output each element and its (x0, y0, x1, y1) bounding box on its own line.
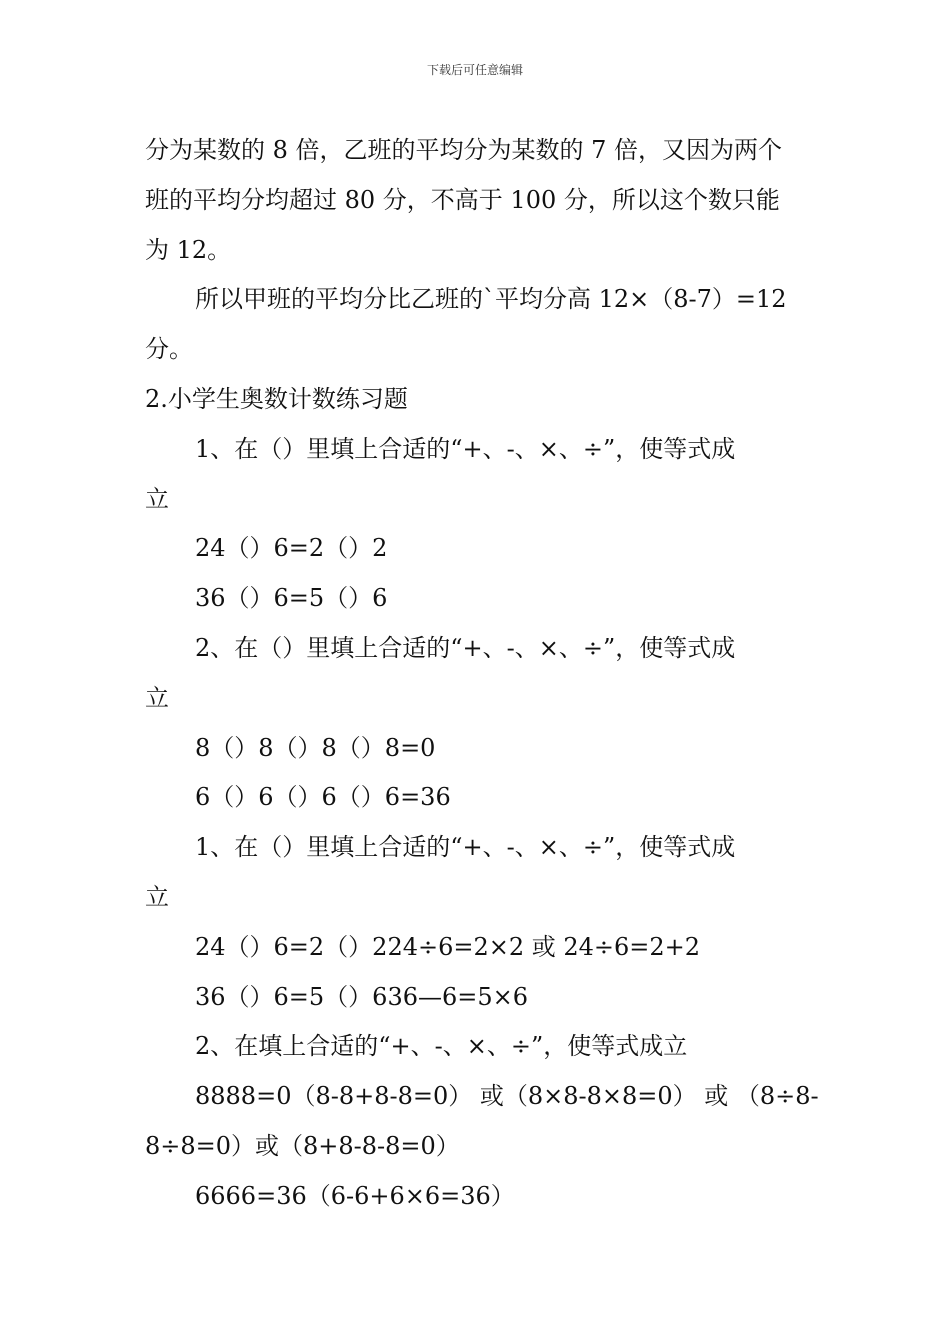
text-line: 8888=0（8-8+8-8=0） 或（8×8-8×8=0） 或 （8÷8- (195, 1082, 819, 1111)
text-line: 1、在（）里填上合适的“+、-、×、÷”，使等式成 (195, 833, 736, 862)
text-line: 1、在（）里填上合适的“+、-、×、÷”，使等式成 (195, 434, 736, 463)
text-line: 24（）6=2（）2 (195, 534, 388, 563)
text-line: 分为某数的 8 倍，乙班的平均分为某数的 7 倍，又因为两个 (145, 136, 783, 164)
text-line: 立 (145, 683, 169, 712)
text-line: 班的平均分均超过 80 分，不高于 100 分，所以这个数只能 (145, 185, 780, 214)
text-line: 分。 (145, 335, 193, 364)
document-body (145, 126, 819, 1222)
text-line: 6（）6（）6（）6=36 (195, 783, 451, 812)
text-line: 8（）8（）8（）8=0 (195, 733, 436, 762)
page-header: 下载后可任意编辑 (426, 63, 523, 77)
text-line: 2.小学生奥数计数练习题 (145, 384, 408, 413)
text-line: 2、在（）里填上合适的“+、-、×、÷”，使等式成 (195, 633, 736, 662)
text-line: 6666=36（6-6+6×6=36） (195, 1181, 515, 1210)
text-line: 立 (145, 882, 169, 911)
text-line: 36（）6=5（）6 (195, 584, 388, 613)
text-line: 24（）6=2（）224÷6=2×2 或 24÷6=2+2 (195, 932, 701, 961)
text-line: 所以甲班的平均分比乙班的`平均分高 12×（8-7）=12 (195, 285, 787, 314)
text-line: 立 (145, 484, 169, 513)
text-line: 8÷8=0）或（8+8-8-8=0） (145, 1131, 460, 1160)
text-line: 36（）6=5（）636—6=5×6 (195, 982, 529, 1011)
text-line: 2、在填上合适的“+、-、×、÷”，使等式成立 (195, 1032, 688, 1061)
text-line: 为 12。 (145, 235, 232, 264)
